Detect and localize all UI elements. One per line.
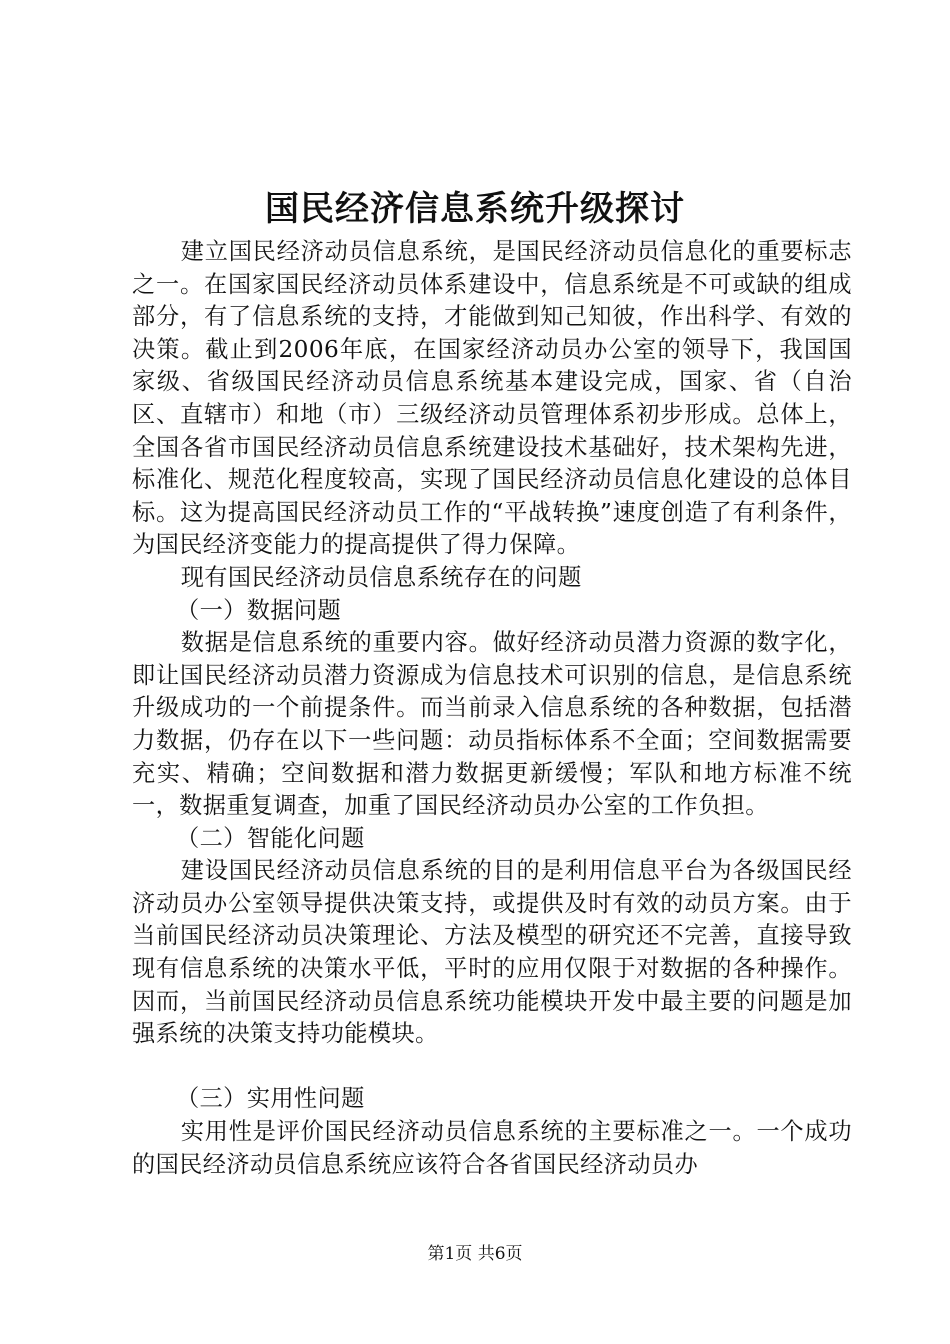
paragraph-intro: 建立国民经济动员信息系统，是国民经济动员信息化的重要标志之一。在国家国民经济动员体系建设中，信息系统是不可或缺的组成部分，有了信息系统的支持，才能做到知己知彼，作出科学、有效的决策。截止到2006年底，在国家经济动员办公室的领导下，我国国家级、省级国民经济动员信息系统基本建设完成，国家、省（自治区、直辖市）和地（市）三级经济动员管理体系初步形成。总体上，全国各省市国民经济动员信息系统建设技术基础好，技术架构先进，标准化、规范化程度较高，实现了国民经济动员信息化建设的总体目标。这为提高国民经济动员工作的“平战转换”速度创造了有利条件，为国民经济变能力的提高提供了得力保障。 <box>132 238 852 559</box>
page-number-footer: 第1页 共6页 <box>427 1244 523 1264</box>
paragraph-intelligence-problems: 建设国民经济动员信息系统的目的是利用信息平台为各级国民经济动员办公室领导提供决策支持，或提供及时有效的动员方案。由于当前国民经济动员决策理论、方法及模型的研究还不完善，直接导致现有信息系统的决策水平低，平时的应用仅限于对数据的各种操作。因而，当前国民经济动员信息系统功能模块开发中最主要的问题是加强系统的决策支持功能模块。 <box>132 857 852 1048</box>
paragraph-data-problems: 数据是信息系统的重要内容。做好经济动员潜力资源的数字化，即让国民经济动员潜力资源成为信息技术可识别的信息，是信息系统升级成功的一个前提条件。而当前录入信息系统的各种数据，包括潜力数据，仍存在以下一些问题：动员指标体系不全面；空间数据需要充实、精确；空间数据和潜力数据更新缓慢；军队和地方标准不统一，数据重复调查，加重了国民经济动员办公室的工作负担。 <box>132 629 852 820</box>
blank-line <box>132 1051 852 1084</box>
subsection-heading-data: （一）数据问题 <box>176 596 342 624</box>
subsection-heading-intelligence: （二）智能化问题 <box>176 824 365 852</box>
document-title: 国民经济信息系统升级探讨 <box>265 189 685 229</box>
document-body <box>132 236 852 1181</box>
subsection-heading-practicality: （三）实用性问题 <box>176 1085 365 1113</box>
section-heading-problems: 现有国民经济动员信息系统存在的问题 <box>180 563 582 591</box>
paragraph-practicality-problems: 实用性是评价国民经济动员信息系统的主要标准之一。一个成功的国民经济动员信息系统应该符合各省国民经济动员办 <box>132 1118 852 1178</box>
